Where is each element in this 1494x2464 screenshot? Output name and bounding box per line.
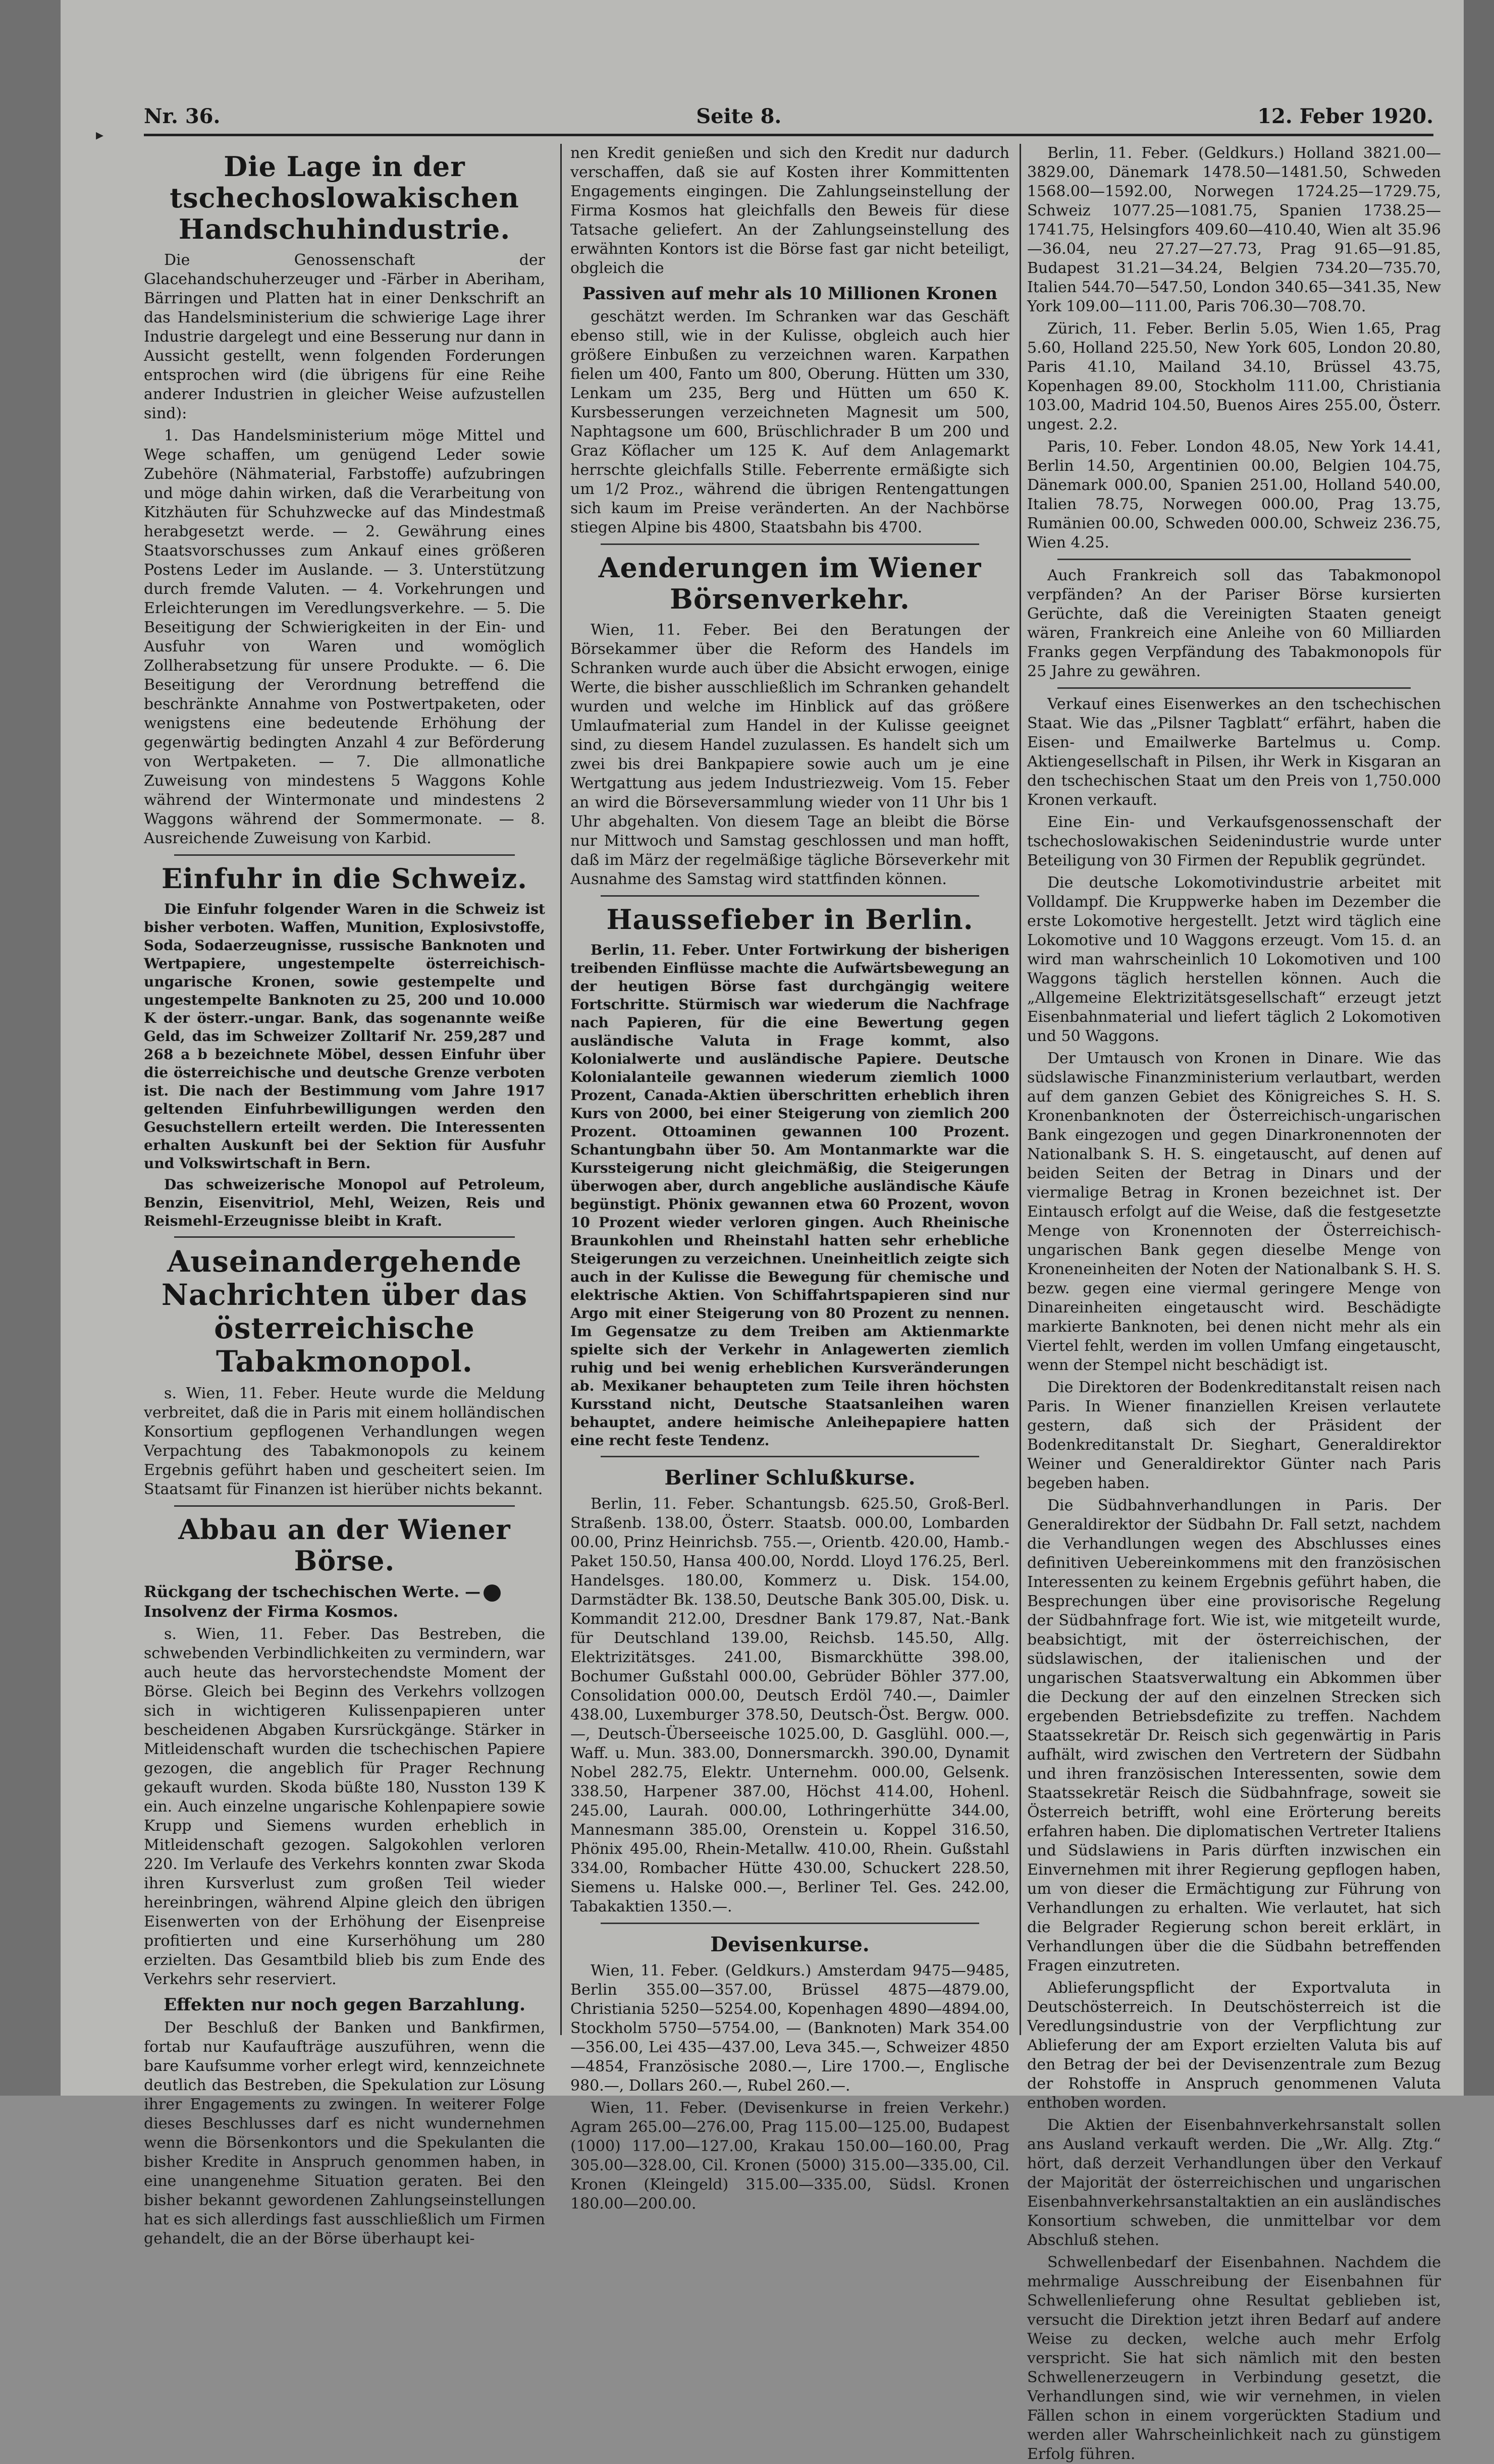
article-separator xyxy=(174,1505,515,1507)
section-subheading: Effekten nur noch gegen Barzahlung. xyxy=(164,1995,525,2015)
article-separator xyxy=(601,1923,979,1924)
article-paragraph: Der Umtausch von Kronen in Dinare. Wie das südslawische Finanzministerium verlautbart, werden auf dem ganzen Gebiet des Königreiches S. H. S. Kronenbanknoten der Österreichisch-ungarischen Bank eingezogen und gegen Dinarkronennoten der Nationalbank S. H. S. eingetauscht, auf denen auf beiden Seiten der Betrag in Dinars und der viermalige Betrag in Kronen bezeichnet ist. Der Eintausch erfolgt auf die Weise, daß die festgesetzte Menge von Kronennoten der Österreichisch-ungarischen Bank gegen dieselbe Menge von Kroneneinheiten der Noten der Nationalbank S. H. S. bezw. gegen eine viermal geringere Menge von Dinareinheiten eingetauscht wird. Beschädigte markierte Banknoten, bei denen nicht mehr als ein Viertel fehlt, werden im vollen Umfang eingetauscht, wenn der Stempel nicht beschädigt ist. xyxy=(1027,1050,1441,1374)
article-paragraph: Auch Frankreich soll das Tabakmonopol verpfänden? An der Pariser Börse kursierten Gerüchte, daß die Vereinigten Staaten geneigt wären, Frankreich eine Anleihe von 60 Milliarden Franks gegen Verpfändung des Tabakmonopols für 25 Jahre zu gewähren. xyxy=(1027,567,1441,680)
article-paragraph: Wien, 11. Feber. (Devisenkurse in freien Verkehr.) Agram 265.00—276.00, Prag 115.00—125.00, Budapest (1000) 117.00—127.00, Krakau 150.00—160.00, Prag 305.00—328.00, Cil. Kronen (5000) 315.00—335.00, Cil. Kronen (Kleingeld) 315.00—335.00, Südsl. Kronen 180.00—200.00. xyxy=(570,2099,1009,2213)
article-paragraph: Ablieferungspflicht der Exportvaluta in Deutschösterreich. In Deutschösterreich ist die Veredlungsindustrie von der Verpflichtung zur Ablieferung der am Export erzielten Valuta bis auf den Betrag der bei der Devisenzentrale zum Bezug der Rohstoffe in Anspruch genommenen Valuta enthoben worden. xyxy=(1027,1979,1441,2112)
article-title: Aenderungen im Wiener Börsenverkehr. xyxy=(598,552,982,615)
header-rule xyxy=(144,134,1433,136)
article-subtitle xyxy=(144,1582,545,1622)
scan-edge-right xyxy=(1464,0,1494,2096)
column-1 xyxy=(144,144,545,2248)
section-subheading: Passiven auf mehr als 10 Millionen Kronen xyxy=(582,284,998,304)
article-title: Devisenkurse. xyxy=(710,1933,870,1956)
article-paragraph: 1. Das Handelsministerium möge Mittel und Wege schaffen, um genügend Leder sowie Zubehöre (Nähmaterial, Farbstoffe) aufzubringen und möge dahin wirken, daß die Verarbeitung von Kitzhäuten für Schuhzwecke auf das Mindestmaß herabgesetzt werde. — 2. Gewährung eines Staatsvorschusses zum Ankauf eines größeren Postens Leder im Auslande. — 3. Unterstützung durch fremde Valuten. — 4. Vorkehrungen und Erleichterungen im Veredlungsverkehre. — 5. Die Beseitigung der Schwierigkeiten in der Ein- und Ausfuhr von Waren und womöglich Zollherabsetzung für unsere Produkte. — 6. Die Beseitigung der Verordnung betreffend die beschränkte Annahme von Postwertpaketen, oder wenigstens eine bedeutende Erhöhung der gegenwärtig bedingten Anzahl 4 zur Beförderung von Wertpaketen. — 7. Die allmonatliche Zuweisung von mindestens 5 Waggons Kohle während der Wintermonate und mindestens 2 Waggons während der Sommermonate. — 8. Ausreichende Zuweisung von Karbid. xyxy=(144,427,545,847)
column-3 xyxy=(1027,144,1441,2463)
article-paragraph: Die Südbahnverhandlungen in Paris. Der Generaldirektor der Südbahn Dr. Fall setzt, nachdem die Verhandlungen wegen des Abschlusses eines definitiven Uebereinkommens mit den französischen Interessenten zu keinem Ergebnis geführt haben, die Besprechungen über eine provisorische Regelung der Südbahnfrage fort. Wie ist, wie mitgeteilt wurde, beabsichtigt, mit der österreichischen, der südslawischen, der italienischen und der ungarischen Staatsverwaltung ein Abkommen über die Deckung der auf den einzelnen Strecken sich ergebenden Betriebsdefizite zu treffen. Nachdem Staatssekretär Dr. Reisch sich gegenwärtig in Paris aufhält, wird zwischen den Vertretern der Südbahn und ihren französischen Interessenten, sowie dem Staatssekretär Reisch die Südbahnfrage, soweit sie Österreich betrifft, wohl eine Erörterung bereits erfahren haben. Die diplomatischen Vertreter Italiens und Südslawiens in Paris dürften inzwischen ein Einvernehmen mit ihrer Regierung gepflogen haben, um von dieser die Ermächtigung zur Führung von Verhandlungen zu erhalten. Wie verlautet, hat sich die Belgrader Regierung schon bereit erklärt, in Verhandlungen über die die Südbahn betreffenden Fragen einzutreten. xyxy=(1027,1497,1441,1975)
column-2 xyxy=(570,144,1009,2213)
article-title: Abbau an der Wiener Börse. xyxy=(178,1513,511,1577)
page-header xyxy=(144,96,1433,136)
article-paragraph: Berlin, 11. Feber. (Geldkurs.) Holland 3821.00—3829.00, Dänemark 1478.50—1481.50, Schweden 1568.00—1592.00, Norwegen 1724.25—1729.75, Schweiz 1077.25—1081.75, Spanien 1738.25—1741.75, Helsingfors 409.60—410.40, Wien alt 35.96—36.04, neu 27.27—27.73, Prag 91.65—91.85, Budapest 31.21—34.24, Belgien 734.20—735.70, Italien 544.70—547.50, London 340.65—341.35, New York 109.00—111.00, Paris 706.30—708.70. xyxy=(1027,144,1441,315)
article-separator xyxy=(1057,687,1411,689)
article-paragraph: Die Direktoren der Bodenkreditanstalt reisen nach Paris. In Wiener finanziellen Kreisen verlautete gestern, daß sich der Präsident der Bodenkreditanstalt Dr. Sieghart, Generaldirektor Weiner und Generaldirektor Günter nach Paris begeben haben. xyxy=(1027,1379,1441,1492)
subtitle-text: Insolvenz der Firma Kosmos. xyxy=(144,1603,399,1621)
article-paragraph: s. Wien, 11. Feber. Das Bestreben, die schwebenden Verbindlichkeiten zu vermindern, war auch heute das hervorstechendste Moment der Börse. Gleich bei Beginn des Verkehrs vollzogen sich in wichtigeren Kulissenpapieren unter bescheidenen Abgaben Kursrückgänge. Stärker in Mitleidenschaft wurden die tschechischen Papiere gezogen, die angeblich für Prager Rechnung gekauft wurden. Skoda büßte 180, Nusston 139 K ein. Auch einzelne ungarische Kohlenpapiere sowie Krupp und Siemens wurden erheblich in Mitleidenschaft gezogen. Salgokohlen verloren 220. Im Verlaufe des Verkehrs konnten zwar Skoda ihren Kursverlust zum großen Teil wieder hereinbringen, während Alpine gleich den übrigen Eisenwerten von der Erhöhung der Eisenpreise profitierten und eine Kurserhöhung um 280 erzielten. Das Gesamtbild blieb bis zum Ende des Verkehrs sehr reserviert. xyxy=(144,1625,545,1988)
article-paragraph: Berlin, 11. Feber. Unter Fortwirkung der bisherigen treibenden Einflüsse machte die Aufwärtsbewegung an der heutigen Börse fast durchgängig weitere Fortschritte. Stürmisch war wiederum die Nachfrage nach Papieren, für die eine Bewertung gegen ausländische Valuta in Frage kommt, also Kolonialwerte und ausländische Papiere. Deutsche Kolonialanteile gewannen wiederum ziemlich 1000 Prozent, Canada-Aktien überschritten erheblich ihren Kurs von 2000, bei einer Steigerung von ziemlich 200 Prozent. Ottoaminen gewannen 100 Prozent. Schantungbahn über 50. Am Montanmarkte war die Kurssteigerung nicht gleichmäßig, die Steigerungen überwogen aber, durch angebliche ausländische Käufe begünstigt. Phönix gewannen etwa 60 Prozent, wovon 10 Prozent wieder verloren gingen. Auch Rheinische Braunkohlen und Rheinstahl hatten sehr erhebliche Steigerungen zu verzeichnen. Uneinheitlich zeigte sich auch in der Kulisse die Bewegung für chemische und elektrische Aktien. Von Schiffahrtspapieren sind nur Argo mit einer Steigerung von 80 Prozent zu nennen. Im Gegensatze zu dem Treiben am Aktienmarkte spielte sich der Verkehr in Anlagewerten ziemlich ruhig und bei wenig erheblichen Kursveränderungen ab. Mexikaner behaupteten zum Teile ihren höchsten Kursstand nicht, Deutsche Staatsanleihen waren behauptet, andere heimische Anleihepapiere hatten eine recht feste Tendenz. xyxy=(570,942,1009,1449)
article-paragraph: Die deutsche Lokomotivindustrie arbeitet mit Volldampf. Die Kruppwerke haben im Dezember die erste Lokomotive hergestellt. Jetzt wird täglich eine Lokomotive und 10 Waggons erzeugt. Vom 15. d. an wird man wahrscheinlich 10 Lokomotiven und 100 Waggons täglich herstellen können. Auch die „Allgemeine Elektrizitätsgesellschaft“ erzeugt jetzt Eisenbahnmaterial und liefert täglich 2 Lokomotiven und 50 Waggons. xyxy=(1027,874,1441,1045)
article-paragraph: Die Genossenschaft der Glacehandschuherzeuger und -Färber in Aberiham, Bärringen und Platten hat in einer Denkschrift an das Handelsministerium die schwierige Lage ihrer Industrie dargelegt und eine Besserung nur dann in Aussicht gestellt, wenn folgenden Forderungen entsprochen wird (die übrigens für eine Reihe anderer Industrien in gleicher Weise aufzustellen sind): xyxy=(144,251,545,422)
article-title: Die Lage in der tschechoslowakischen Handschuhindustrie. xyxy=(170,150,519,245)
article-paragraph: Schwellenbedarf der Eisenbahnen. Nachdem die mehrmalige Ausschreibung der Eisenbahnen für Schwellenlieferung ohne Resultat geblieben ist, versucht die Direktion jetzt ihren Bedarf auf andere Weise zu decken, welche auch mehr Erfolg verspricht. Sie hat sich nämlich mit den besten Schwellenerzeugern in Verbindung gesetzt, die Verhandlungen sind, wie wir vernehmen, in vielen Fällen schon in einem vorgerückten Stadium und werden aller Wahrscheinlichkeit nach zu günstigem Erfolg führen. xyxy=(1027,2254,1441,2463)
column-rule-1 xyxy=(560,144,562,2035)
page-number: Seite 8. xyxy=(696,104,782,128)
article-separator xyxy=(174,854,515,856)
subtitle-text: Rückgang der tschechischen Werte. — xyxy=(144,1583,481,1601)
article-title: Auseinandergehende Nachrichten über das österreichische Tabakmonopol. xyxy=(161,1244,528,1379)
article-paragraph: Die Aktien der Eisenbahnverkehrsanstalt sollen ans Ausland verkauft werden. Die „Wr. Allg. Ztg.“ hört, daß derzeit Verhandlungen über den Verkauf der Majorität der österreichischen und ungarischen Eisenbahnverkehrsanstaltaktien an ein ausländisches Konsortium schweben, die unmittelbar vor dem Abschluß stehen. xyxy=(1027,2116,1441,2249)
article-separator xyxy=(601,543,979,545)
article-paragraph: Zürich, 11. Feber. Berlin 5.05, Wien 1.65, Prag 5.60, Holland 225.50, New York 605, London 20.80, Paris 41.10, Mailand 34.10, Brüssel 43.75, Kopenhagen 89.00, Stockholm 111.00, Christiania 103.00, Madrid 104.50, Buenos Aires 255.00, Österr. ungest. 2.2. xyxy=(1027,320,1441,433)
margin-mark: ▸ xyxy=(96,126,104,144)
article-paragraph: nen Kredit genießen und sich den Kredit nur dadurch verschaffen, daß sie auf Kosten ihrer Kommittenten Engagements eingingen. Die Zahlungseinstellung der Firma Kosmos hat gleichfalls den Beweis für diese Tatsache geliefert. An der Zahlungseinstellung des erwähnten Kontors ist die Börse fast gar nicht beteiligt, obgleich die xyxy=(570,144,1009,277)
article-paragraph: Eine Ein- und Verkaufsgenossenschaft der tschechoslowakischen Seidenindustrie wurde unter Beteiligung von 30 Firmen der Republik gegründet. xyxy=(1027,813,1441,869)
article-title: Einfuhr in die Schweiz. xyxy=(162,862,527,895)
issue-number: Nr. 36. xyxy=(144,104,221,128)
article-paragraph: Wien, 11. Feber. Bei den Beratungen der Börsekammer über die Reform des Handels im Schranken wurde auch über die Absicht erwogen, einige Werte, die bisher ausschließlich im Schranken gehandelt wurden und welche im Hinblick auf das größere Umlaufmaterial zum Handel in der Kulisse geeignet sind, zu diesem Handel zuzulassen. Es handelt sich um zwei bis drei Bankpapiere sowie auch um je eine Wertgattung aus jedem Industriezweig. Vom 15. Feber an wird die Börseversammlung wieder von 11 Uhr bis 1 Uhr abgehalten. Von diesem Tage an bleibt die Börse nur Mittwoch und Samstag geschlossen und man hofft, daß im März der regelmäßige tägliche Börseverkehr mit Ausnahme des Samstag wird stattfinden können. xyxy=(570,621,1009,888)
article-paragraph: Verkauf eines Eisenwerkes an den tschechischen Staat. Wie das „Pilsner Tagblatt“ erfährt, haben die Eisen- und Emailwerke Bartelmus u. Comp. Aktiengesellschaft in Pilsen, ihr Werk in Kisgaran an den tschechischen Staat um den Preis von 1,750.000 Kronen verkauft. xyxy=(1027,695,1441,809)
article-separator xyxy=(1057,559,1411,560)
article-separator xyxy=(601,1456,979,1457)
issue-date: 12. Feber 1920. xyxy=(1257,104,1433,128)
article-paragraph: geschätzt werden. Im Schranken war das Geschäft ebenso still, wie in der Kulisse, obgleich auch hier größere Einbußen zu verzeichnen waren. Karpathen fielen um 400, Fanto um 800, Oberung. Hütten um 330, Lenkam um 235, Berg und Hütten um 650 K. Kursbesserungen verzeichneten Magnesit um 500, Naphtagsone um 600, Brüschlichrader B um 200 und Graz Köflacher um 125 K. Auf dem Anlagemarkt herrschte gleichfalls Stille. Feberrente ermäßigte sich um 1/2 Proz., während die übrigen Rentengattungen sich kaum im Preise veränderten. An der Nachbörse stiegen Alpine bis 4800, Staatsbahn bis 4700. xyxy=(570,308,1009,536)
article-paragraph: Wien, 11. Feber. (Geldkurs.) Amsterdam 9475—9485, Berlin 355.00—357.00, Brüssel 4875—4879.00, Christiania 5250—5254.00, Kopenhagen 4890—4894.00, Stockholm 5750—5754.00, — (Banknoten) Mark 354.00—356.00, Lei 435—437.00, Leva 345.—, Schweizer 4850—4854, Französische 2080.—, Lire 1700.—, Englische 980.—, Dollars 260.—, Rubel 260.—. xyxy=(570,1962,1009,2095)
article-paragraph: Der Beschluß der Banken und Bankfirmen, fortab nur Kaufaufträge auszuführen, wenn die bare Kaufsumme vorher erlegt wird, kennzeichnete deutlich das Bestreben, die Spekulation zur Lösung ihrer Engagements zu zwingen. In weiterer Folge dieses Beschlusses darf es nicht wundernehmen wenn die Börsenkontors und die Spekulanten die bisher Kredite in Anspruch genommen haben, in eine unangenehme Situation geraten. Bei den bisher bekannt gewordenen Zahlungseinstellungen hat es sich allerdings fast ausschließlich um Firmen gehandelt, die an der Börse überhaupt kei- xyxy=(144,2019,545,2248)
article-paragraph: Berlin, 11. Feber. Schantungsb. 625.50, Groß-Berl. Straßenb. 138.00, Österr. Staatsb. 000.00, Lombarden 00.00, Prinz Heinrichsb. 755.—, Orientb. 420.00, Hamb.-Paket 150.50, Hansa 400.00, Nordd. Lloyd 176.25, Berl. Handelsges. 180.00, Kommerz u. Disk. 154.00, Darmstädter Bk. 138.50, Deutsche Bank 305.00, Disk. u. Kommandit 212.00, Dresdner Bank 179.87, Nat.-Bank für Deutschland 139.00, Reichsb. 145.50, Allg. Elektrizitätsges. 241.00, Bismarckhütte 398.00, Bochumer Gußstahl 000.00, Gebrüder Böhler 377.00, Consolidation 000.00, Deutsch Erdöl 740.—, Daimler 438.00, Luxemburger 378.50, Deutsch-Öst. Bergw. 000.—, Deutsch-Überseeische 1025.00, D. Gasglühl. 000.—, Waff. u. Mun. 383.00, Donnersmarckh. 390.00, Dynamit Nobel 282.75, Elektr. Unternehm. 000.00, Gelsenk. 338.50, Harpener 387.00, Höchst 414.00, Hohenl. 245.00, Laurah. 000.00, Lothringerhütte 344.00, Mannesmann 385.00, Orenstein u. Koppel 316.50, Phönix 495.00, Rhein-Metallw. 410.00, Rhein. Gußstahl 334.00, Rombacher Hütte 430.00, Schuckert 228.50, Siemens u. Halske 000.—, Berliner Tel. Ges. 242.00, Tabakaktien 1350.—. xyxy=(570,1495,1009,1915)
bullet-icon xyxy=(484,1584,501,1602)
article-title: Berliner Schlußkurse. xyxy=(664,1466,916,1490)
article-separator xyxy=(174,1236,515,1238)
article-paragraph: s. Wien, 11. Feber. Heute wurde die Meldung verbreitet, daß die in Paris mit einem holländischen Konsortium gepflogenen Verhandlungen wegen Verpachtung des Tabakmonopols zu keinem Ergebnis geführt haben und gescheitert seien. Im Staatsamt für Finanzen ist hierüber nichts bekannt. xyxy=(144,1385,545,1498)
column-rule-2 xyxy=(1020,144,1021,2035)
scan-edge-left xyxy=(0,0,61,2096)
article-paragraph: Die Einfuhr folgender Waren in die Schweiz ist bisher verboten. Waffen, Munition, Explosivstoffe, Soda, Sodaerzeugnisse, russische Banknoten und Wertpapiere, ungestempelte österreichisch-ungarische Kronen, sowie gestempelte und ungestempelte Banknoten zu 25, 200 und 10.000 K der österr.-ungar. Bank, das sogenannte weiße Geld, das im Schweizer Zolltarif Nr. 259,287 und 268 a b bezeichnete Möbel, dessen Einfuhr über die österreichische und deutsche Grenze verboten ist. Die nach der Bestimmung vom Jahre 1917 geltenden Einfuhrbewilligungen werden den Gesuchstellern erteilt werden. Die Interessenten erhalten Auskunft bei der Sektion für Ausfuhr und Volkswirtschaft in Bern. xyxy=(144,901,545,1172)
article-paragraph: Das schweizerische Monopol auf Petroleum, Benzin, Eisenvitriol, Mehl, Weizen, Reis und Reismehl-Erzeugnisse bleibt in Kraft. xyxy=(144,1176,545,1229)
article-title: Haussefieber in Berlin. xyxy=(606,903,974,936)
article-separator xyxy=(601,895,979,897)
article-paragraph: Paris, 10. Feber. London 48.05, New York 14.41, Berlin 14.50, Argentinien 00.00, Belgien 104.75, Dänemark 000.00, Spanien 251.00, Holland 540.00, Italien 78.75, Norwegen 000.00, Prag 13.75, Rumänien 00.00, Schweden 000.00, Schweiz 236.75, Wien 4.25. xyxy=(1027,438,1441,552)
